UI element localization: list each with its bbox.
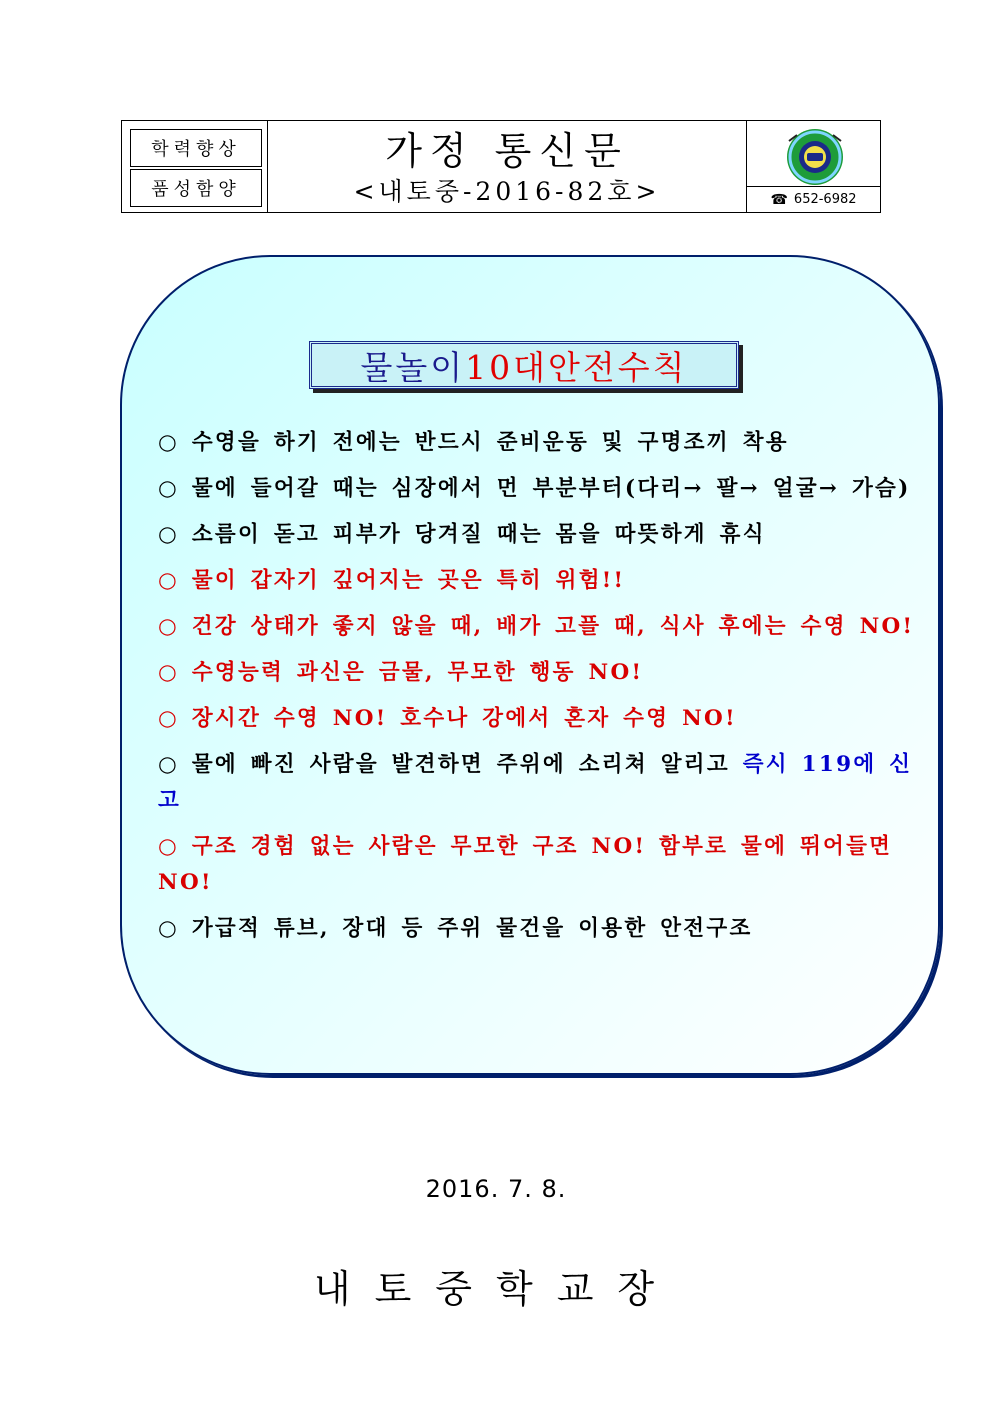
title-area [268,121,746,212]
motto-character: 품성함양 [130,169,262,207]
phone-number: 652-6982 [793,192,857,207]
document-number: <내토중-2016-82호> [353,177,661,206]
rule-item-1: ○ 수영을 하기 전에는 반드시 준비운동 및 구명조끼 착용 [158,430,789,455]
page-title: 가정 통신문 [385,129,629,173]
rule-item-4: ○ 물이 갑자기 깊어지는 곳은 특히 위험!! [158,568,626,593]
panel-title-prefix: 물놀이 [360,347,466,387]
panel-title-suffix: 안전수칙 [548,347,688,387]
rule-item-2: ○ 물에 들어갈 때는 심장에서 먼 부분부터(다리→ 팔→ 얼굴→ 가슴) [158,476,911,501]
logo-area [746,121,880,212]
panel-title-number: 10대 [465,347,548,387]
issue-date: 2016. 7. 8. [425,1175,567,1203]
rule-item-10: ○ 가급적 튜브, 장대 등 주위 물건을 이용한 안전구조 [158,916,753,941]
rule-item-9: ○ 구조 경험 없는 사람은 무모한 구조 NO! 함부로 물에 뛰어들면 NO! [158,834,893,895]
rule-item-5: ○ 건강 상태가 좋지 않을 때, 배가 고플 때, 식사 후에는 수영 NO! [158,614,915,639]
motto-column [122,121,268,212]
motto-academic: 학력향상 [130,129,262,167]
rule-item-7: ○ 장시간 수영 NO! 호수나 강에서 혼자 수영 NO! [158,706,737,731]
panel-title [309,341,739,389]
rule-highlight-119: 즉시 119에 신고 [158,752,913,813]
school-principal: 내토중학교장 [313,1267,679,1311]
safety-rules-list [158,425,934,957]
newsletter-header [121,120,881,213]
telephone-icon: ☎ [770,191,788,208]
rule-item-3: ○ 소름이 돋고 피부가 당겨질 때는 몸을 따뜻하게 휴식 [158,522,766,547]
school-emblem-icon [783,127,847,187]
rule-item-6: ○ 수영능력 과신은 금물, 무모한 행동 NO! [158,660,644,685]
phone-box [747,186,880,212]
rule-item-8: ○ 물에 빠진 사람을 발견하면 주위에 소리쳐 알리고 즉시 119에 신고 [158,752,913,813]
